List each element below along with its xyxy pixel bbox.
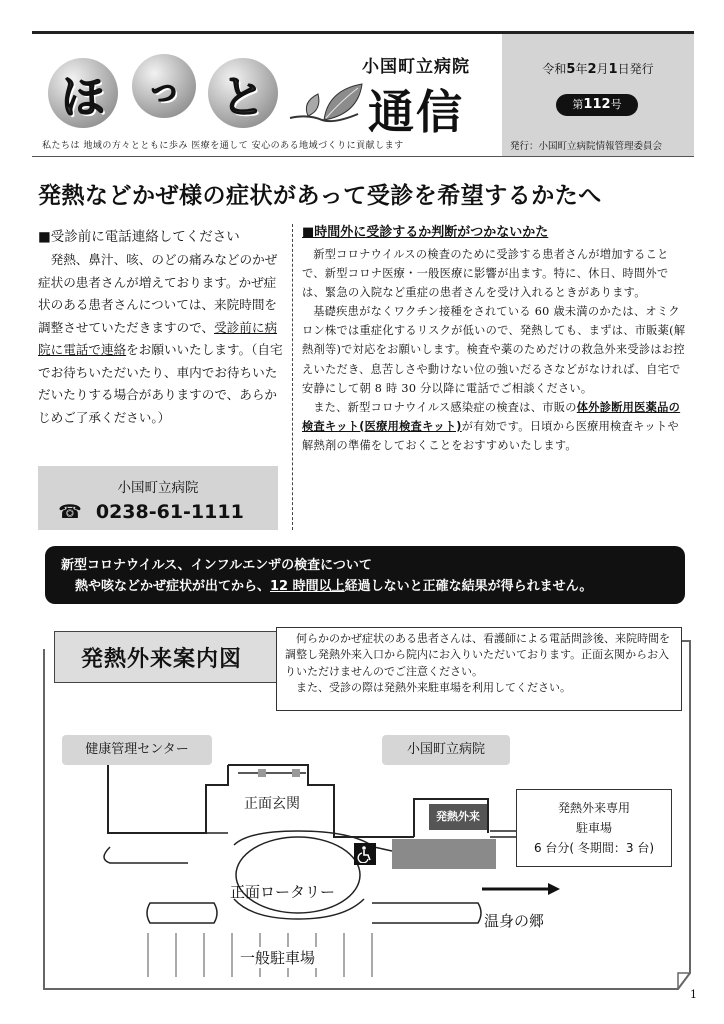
notice-title: 新型コロナウイルス、インフルエンザの検査について bbox=[61, 558, 372, 573]
left-body: 発熱、鼻汁、咳、のどの痛みなどのかぜ症状の患者さんが増えております。かぜ症状のある患者さんについては、来院時間を調整させていただきますので、受診前に病院に電話で連絡をお願いいたします。（自宅でお待ちいただいたり、車内でお待ちいただいたりする場合がありますので、あらかじめご了承ください。） bbox=[38, 252, 283, 425]
main-entrance-label: 正面玄関 bbox=[244, 796, 300, 812]
hospital-name: 小国町立病院 bbox=[362, 57, 470, 77]
wheelchair-icon bbox=[356, 845, 374, 863]
newsletter-header bbox=[32, 31, 694, 157]
rotary-label: 正面ロータリー bbox=[230, 883, 336, 901]
map-title: 発熱外来案内図 bbox=[54, 631, 286, 683]
publisher: 発行：小国町立病院情報管理委員会 bbox=[510, 141, 663, 152]
left-heading: ■受診前に電話連絡してください bbox=[38, 229, 240, 245]
logo bbox=[38, 40, 418, 136]
logo-bubble: っ bbox=[132, 54, 196, 118]
column-divider bbox=[292, 224, 293, 530]
general-parking-label: 一般駐車場 bbox=[240, 949, 316, 967]
motto: 私たちは 地域の方々とともに歩み 医療を通して 安心のある地域づくりに貢献します bbox=[42, 141, 404, 151]
issue-date: 令和5年2月1日発行 bbox=[542, 62, 654, 77]
left-column bbox=[38, 225, 284, 429]
map-note: 何らかのかぜ症状のある患者さんは、看護師による電話問診後、来院時間を調整し発熱外来入口から院内にお入りいただいております。正面玄関からお入りいただけませんのでご注意ください。 また、受診の際は発熱外来駐車場を利用してください。 bbox=[276, 627, 682, 711]
right-paragraph-2: 基礎疾患がなくワクチン接種をされている 60 歳未満のかたは、オミクロン株では重症化するリスクが低いので、発熱しても、まずは、市販薬(解熱剤等)で対応をお願いします。検査や薬のためだけの救急外来受診はお控えいただき、息苦しさや動けない位の強いだるさなどがなければ、自宅で安静にして朝 8 時 30 分以降に電話でご相談ください。 bbox=[302, 305, 686, 395]
headline: 発熱などかぜ様の症状があって受診を希望するかたへ bbox=[38, 183, 602, 209]
newsletter-title: 通信 bbox=[368, 85, 464, 139]
phone-icon: ☎ bbox=[58, 501, 82, 523]
right-paragraph-1: 新型コロナウイルスの検査のために受診する患者さんが増加することで、新型コロナ医療・一般医療に影響が出ます。特に、休日、時間外では、緊急の入院など重症の患者さんを受け入れるときがあります。 bbox=[302, 248, 669, 300]
masthead bbox=[32, 34, 502, 156]
fever-parking-callout: 発熱外来専用 駐車場 6 台分( 冬期間：3 台) bbox=[516, 789, 672, 867]
leaf-icon bbox=[288, 80, 368, 126]
fever-clinic-entrance: 発熱外来 bbox=[429, 804, 487, 830]
issue-panel bbox=[502, 34, 694, 156]
issue-number-badge: 第112号 bbox=[556, 94, 638, 116]
fever-clinic-map bbox=[38, 627, 696, 999]
right-column bbox=[302, 221, 686, 455]
notice-body: 熱や咳などかぜ症状が出てから、12 時間以上経過しないと正確な結果が得られません。 bbox=[75, 579, 593, 594]
hospital-label: 小国町立病院 bbox=[382, 735, 510, 765]
right-paragraph-3: また、新型コロナウイルス感染症の検査は、市販の体外診断用医薬品の検査キット(医療用検査キット)が有効です。日頃から医療用検査キットや解熱剤の準備をしておくことをおすすめいたします。 bbox=[302, 400, 681, 452]
logo-bubble: ほ bbox=[48, 58, 118, 128]
logo-bubble: と bbox=[208, 58, 278, 128]
contact-box bbox=[38, 466, 278, 530]
onsen-label: 温身の郷 bbox=[484, 912, 545, 930]
test-notice-banner bbox=[45, 546, 685, 604]
health-center-label: 健康管理センター bbox=[62, 735, 212, 765]
right-heading: ■時間外に受診するか判断がつかないかた bbox=[302, 225, 549, 240]
contact-name: 小国町立病院 bbox=[117, 480, 199, 496]
page-number: 1 bbox=[690, 988, 697, 1001]
contact-phone[interactable]: ☎ 0238-61-1111 bbox=[58, 501, 244, 523]
